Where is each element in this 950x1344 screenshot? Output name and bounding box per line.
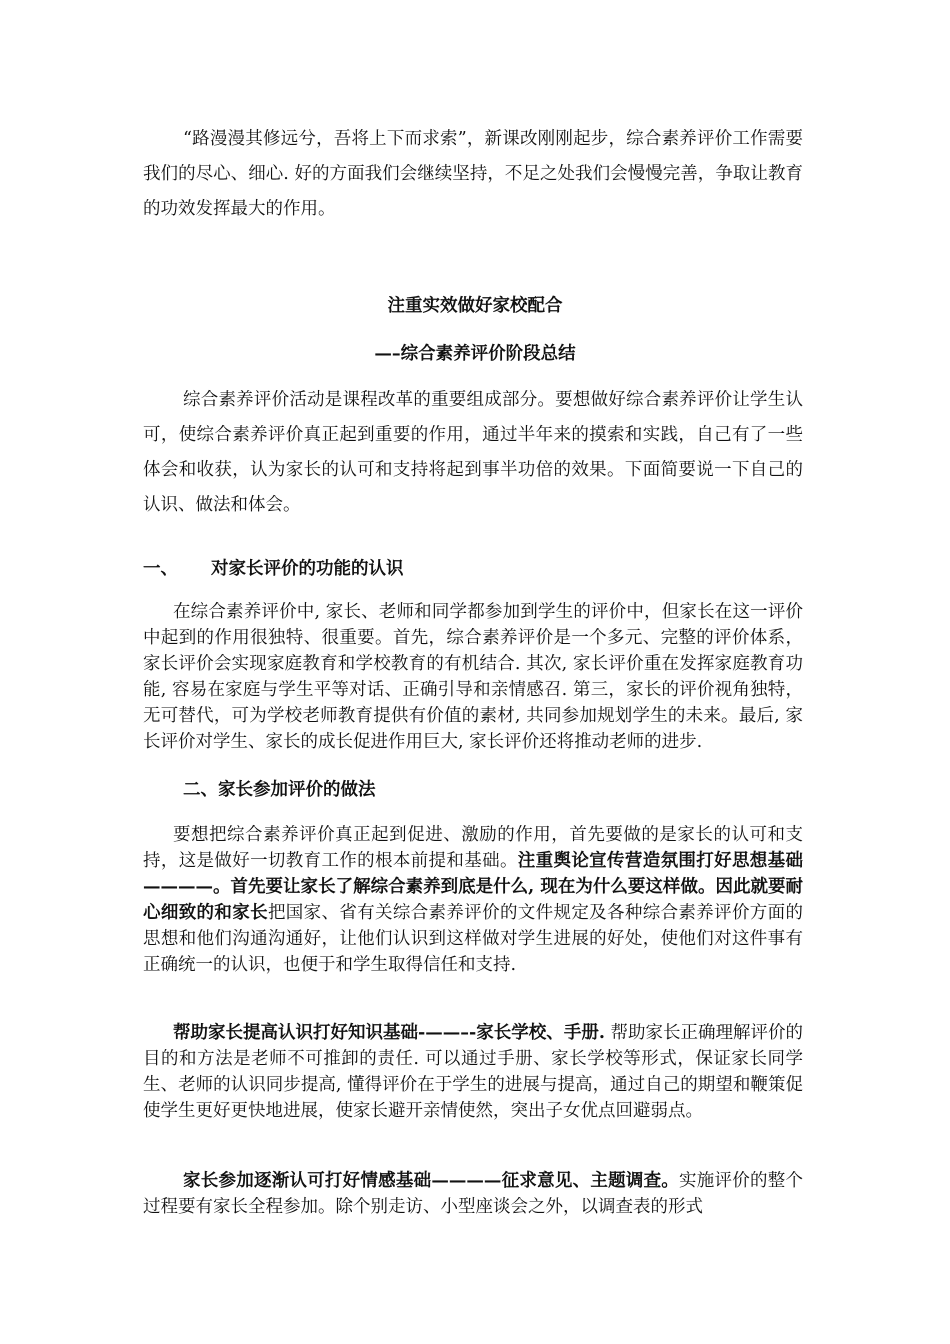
intro-paragraph: “路漫漫其修远兮，吾将上下而求索”，新课改刚刚起步，综合素养评价工作需要我们的尽心、细心. 好的方面我们会继续坚持，不足之处我们会慢慢完善，争取让教育的功效发挥最大的作用。 xyxy=(143,129,803,219)
emotion-paragraph xyxy=(143,1168,803,1220)
knowledge-bold-text: 帮助家长提高认识打好知识基础-——–-家长学校、手册. xyxy=(173,1023,605,1043)
document-subtitle: —–综合素养评价阶段总结 xyxy=(374,344,576,364)
method-bold-text: 注重舆论宣传营造氛围打好思想基础————。首先要让家长了解综合素养到底是什么, 现在为什么要这样做。因此就要耐心细致的和家长 xyxy=(143,851,804,923)
section-2-heading: 二、家长参加评价的做法 xyxy=(183,780,376,800)
method-paragraph xyxy=(143,822,803,978)
section-1-heading xyxy=(143,555,404,580)
emotion-bold-text: 家长参加逐渐认可打好情感基础————征求意见、主题调查。 xyxy=(183,1171,680,1191)
section-1-number: 一、 xyxy=(143,559,178,579)
document-title: 注重实效做好家校配合 xyxy=(387,296,563,316)
emotion-rest-text: 实施评价的整个过程要有家长全程参加。除个别走访、小型座谈会之外，以调查表的形式 xyxy=(143,1171,803,1217)
section-1-title: 对家长评价的功能的认识 xyxy=(211,559,404,579)
method-lead-text: 要想把综合素养评价真正起到促进、激励的作用，首先要做的是家长的认可和支持，这是做好一切教育工作的根本前提和基础。 xyxy=(143,825,803,871)
summary-paragraph: 综合素养评价活动是课程改革的重要组成部分。要想做好综合素养评价让学生认可，使综合素养评价真正起到重要的作用，通过半年来的摸索和实践，自己有了一些体会和收获，认为家长的认可和支持将起到事半功倍的效果。下面简要说一下自己的认识、做法和体会。 xyxy=(143,390,803,515)
section-1-paragraph: 在综合素养评价中, 家长、老师和同学都参加到学生的评价中，但家长在这一评价中起到的作用很独特、很重要。首先，综合素养评价是一个多元、完整的评价体系，家长评价会实现家庭教育和学校教育的有机结合. 其次, 家长评价重在发挥家庭教育功能, 容易在家庭与学生平等对话、正确引导和亲情感召. 第三，家长的评价视角独特，无可替代，可为学校老师教育提供有价值的素材, 共同参加规划学生的未来。最后, 家长评价对学生、家长的成长促进作用巨大, 家长评价还将推动老师的进步. xyxy=(143,602,803,752)
knowledge-rest-text: 帮助家长正确理解评价的目的和方法是老师不可推卸的责任. 可以通过手册、家长学校等形式，保证家长同学生、老师的认识同步提高, 懂得评价在于学生的进展与提高，通过自己的期望和鞭策促使学生更好更快地进展，使家长避开亲情使然，突出子女优点回避弱点。 xyxy=(143,1023,804,1121)
knowledge-paragraph xyxy=(143,1020,803,1124)
method-rest-text: 把国家、省有关综合素养评价的文件规定及各种综合素养评价方面的思想和他们沟通沟通好，让他们认识到这样做对学生进展的好处，使他们对这件事有正确统一的认识，也便于和学生取得信任和支持. xyxy=(143,903,804,975)
